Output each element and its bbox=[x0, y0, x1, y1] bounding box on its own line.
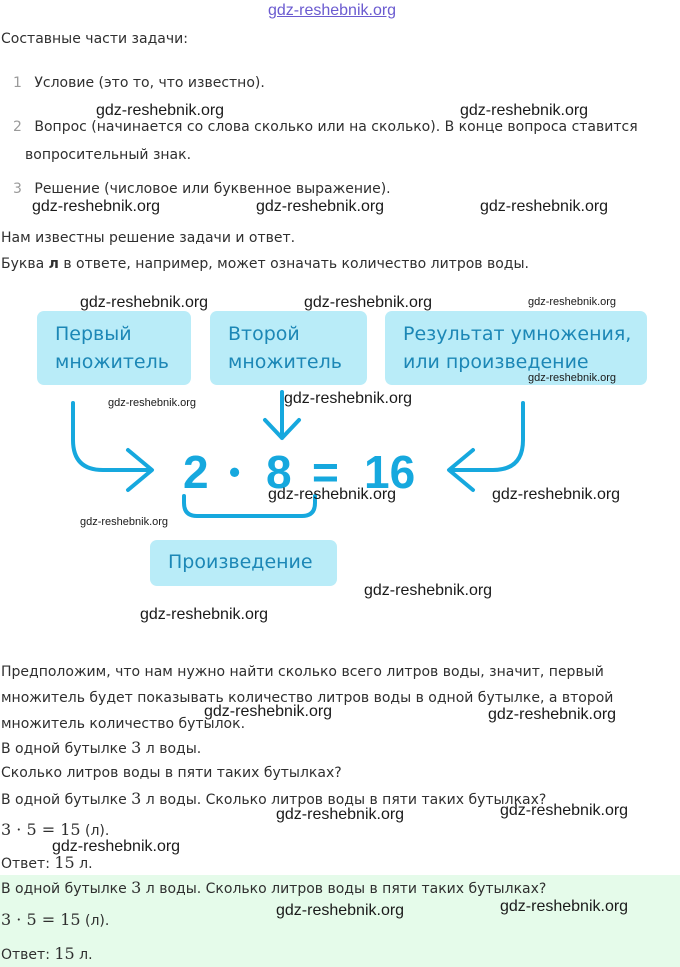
list-number: 1 bbox=[13, 75, 22, 91]
first-factor-line1: Первый bbox=[55, 323, 132, 345]
solution-answer-post: л. bbox=[74, 947, 93, 963]
watermark: gdz-reshebnik.org bbox=[52, 838, 181, 855]
left-arrow-icon bbox=[73, 403, 152, 490]
combined-num: 3 bbox=[131, 789, 142, 808]
paragraph-line: множитель количество бутылок. bbox=[1, 716, 246, 732]
answer-num: 15 bbox=[54, 853, 75, 872]
paragraph-line: Предположим, что нам нужно найти сколько всего литров воды, значит, первый bbox=[1, 664, 604, 680]
equation-c: 16 bbox=[364, 446, 416, 498]
equation-a: 2 bbox=[183, 446, 209, 498]
first-factor-line2: множитель bbox=[55, 351, 169, 373]
watermark: gdz-reshebnik.org bbox=[304, 294, 433, 311]
solution-expression: 3 · 5 = 15 bbox=[1, 910, 81, 929]
list-number: 2 bbox=[13, 119, 22, 135]
bottle-line bbox=[1, 738, 201, 759]
watermark: gdz-reshebnik.org bbox=[276, 806, 405, 823]
equation-b: 8 bbox=[266, 446, 292, 498]
list-text: Вопрос (начинается со слова сколько или на сколько). В конце вопроса ставится bbox=[34, 119, 638, 135]
list-text: Решение (числовое или буквенное выражение). bbox=[34, 181, 391, 197]
watermark: gdz-reshebnik.org bbox=[500, 802, 629, 819]
equation-equals: = bbox=[312, 446, 339, 498]
list-text-cont: вопросительный знак. bbox=[25, 147, 192, 163]
bottle-num: 3 bbox=[131, 738, 142, 757]
watermark: gdz-reshebnik.org bbox=[500, 898, 629, 915]
expression-unit: (л). bbox=[80, 823, 110, 839]
solution-combined-line bbox=[1, 878, 546, 899]
combined-post: л воды. Сколько литров воды в пяти таких бутылках? bbox=[141, 792, 547, 808]
combined-line bbox=[1, 789, 546, 810]
combined-pre: В одной бутылке bbox=[1, 792, 132, 808]
watermark: gdz-reshebnik.org bbox=[204, 703, 333, 720]
watermark: gdz-reshebnik.org bbox=[492, 486, 621, 503]
watermark: gdz-reshebnik.org bbox=[108, 397, 197, 409]
watermark: gdz-reshebnik.org bbox=[140, 606, 269, 623]
list-text: Условие (это то, что известно). bbox=[34, 75, 265, 91]
watermark: gdz-reshebnik.org bbox=[364, 582, 493, 599]
watermark: gdz-reshebnik.org bbox=[528, 296, 617, 308]
watermark: gdz-reshebnik.org bbox=[284, 390, 413, 407]
product-label: Произведение bbox=[168, 551, 313, 573]
watermark: gdz-reshebnik.org bbox=[528, 372, 617, 384]
result-line1: Результат умножения, bbox=[403, 323, 632, 345]
second-factor-line1: Второй bbox=[228, 323, 300, 345]
watermark: gdz-reshebnik.org bbox=[96, 102, 225, 119]
bottle-pre: В одной бутылке bbox=[1, 741, 132, 757]
watermark: gdz-reshebnik.org bbox=[256, 198, 385, 215]
letter-l: л bbox=[48, 256, 59, 272]
answer-pre: Ответ: bbox=[1, 856, 55, 872]
question-line: Сколько литров воды в пяти таких бутылках? bbox=[1, 765, 342, 781]
bottle-post: л воды. bbox=[141, 741, 202, 757]
solution-answer-num: 15 bbox=[54, 944, 75, 963]
watermark-link[interactable]: gdz-reshebnik.org bbox=[268, 2, 397, 19]
watermark: gdz-reshebnik.org bbox=[32, 198, 161, 215]
paragraph-line: множитель будет показывать количество литров воды в одной бутылке, а второй bbox=[1, 690, 614, 706]
watermark: gdz-reshebnik.org bbox=[276, 902, 405, 919]
watermark: gdz-reshebnik.org bbox=[460, 102, 589, 119]
solution-num: 3 bbox=[131, 878, 142, 897]
solution-expression-unit: (л). bbox=[80, 913, 110, 929]
solution-post: л воды. Сколько литров воды в пяти таких бутылках? bbox=[141, 881, 547, 897]
result-line2: или произведение bbox=[403, 351, 589, 373]
watermark: gdz-reshebnik.org bbox=[80, 516, 169, 528]
solution-answer-pre: Ответ: bbox=[1, 947, 55, 963]
letter-suffix: в ответе, например, может означать количество литров воды. bbox=[58, 256, 529, 272]
letter-prefix: Буква bbox=[1, 256, 49, 272]
watermark: gdz-reshebnik.org bbox=[80, 294, 209, 311]
known-text: Нам известны решение задачи и ответ. bbox=[1, 230, 296, 246]
product-box bbox=[150, 540, 337, 586]
right-arrow-icon bbox=[449, 403, 523, 490]
equation-dot: • bbox=[229, 454, 241, 490]
second-factor-line2: множитель bbox=[228, 351, 342, 373]
solution-answer-line bbox=[1, 944, 93, 965]
solution-expression-line bbox=[1, 910, 109, 931]
list-number: 3 bbox=[13, 181, 22, 197]
intro-text: Составные части задачи: bbox=[1, 31, 188, 47]
answer-line bbox=[1, 853, 93, 874]
watermark: gdz-reshebnik.org bbox=[488, 706, 617, 723]
solution-pre: В одной бутылке bbox=[1, 881, 132, 897]
watermark: gdz-reshebnik.org bbox=[268, 486, 397, 503]
expression: 3 · 5 = 15 bbox=[1, 820, 81, 839]
watermark: gdz-reshebnik.org bbox=[480, 198, 609, 215]
answer-post: л. bbox=[74, 856, 93, 872]
